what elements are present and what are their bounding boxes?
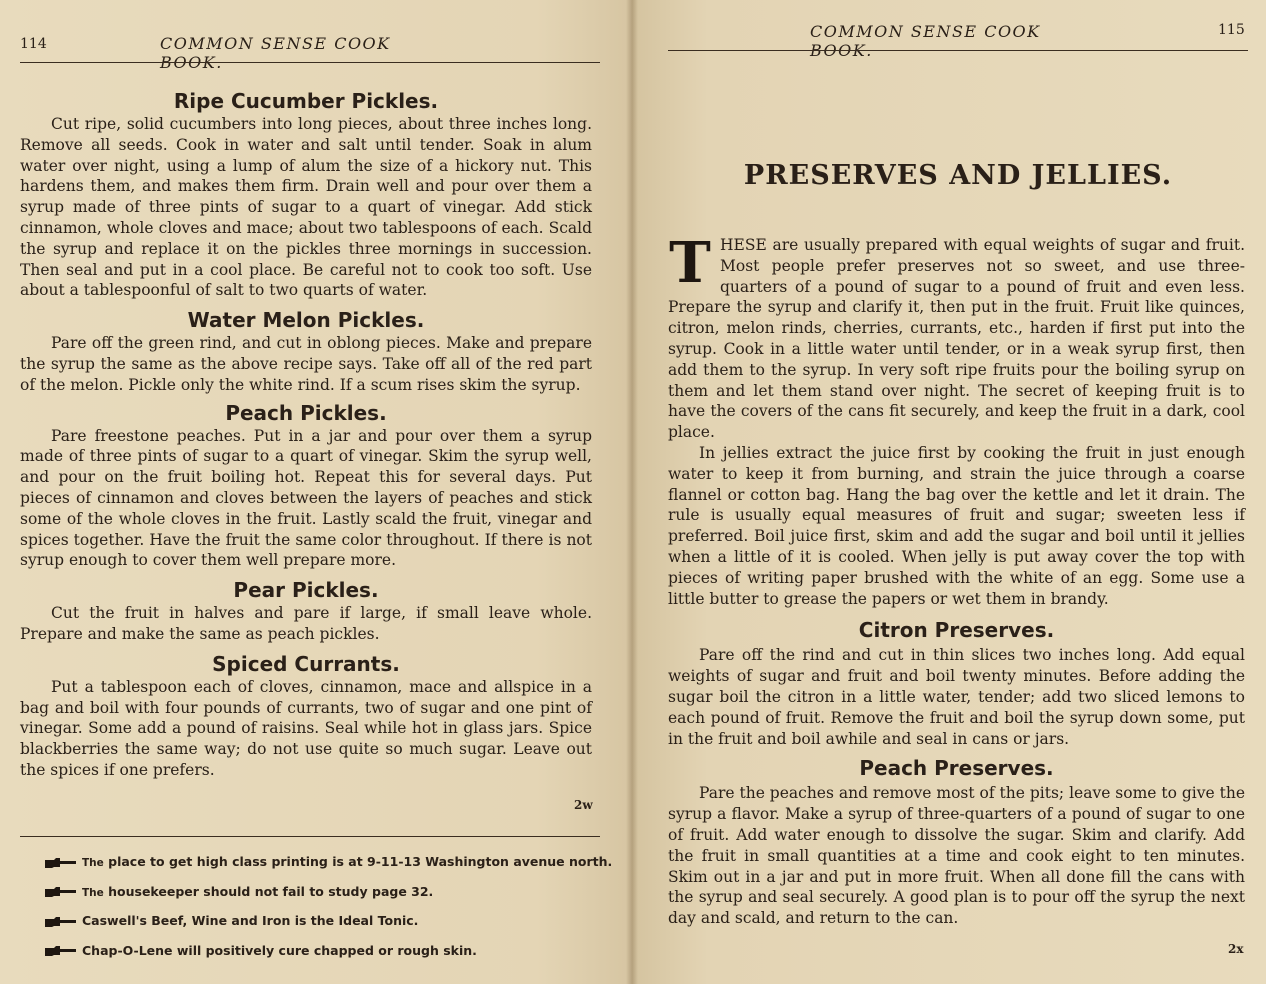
recipe-title: Water Melon Pickles. — [187, 308, 425, 333]
ad-text: place to get high class printing is at 9-11-13 Washington avenue north. — [108, 854, 613, 869]
recipe-title: Ripe Cucumber Pickles. — [173, 89, 439, 113]
running-head: COMMON SENSE COOK BOOK. — [810, 22, 1041, 60]
intro-first-word: HESE — [720, 236, 767, 254]
ad-lead: The — [82, 886, 104, 899]
advertisement-line — [44, 847, 612, 877]
pointing-hand-icon — [44, 857, 78, 869]
recipe-text: Pare off the green rind, and cut in oblong pieces. Make and prepare the syrup the same as the above recipe says. Take off all of the red part of the melon. Pickle only the white rind. If a scum rises skim the syrup. — [20, 334, 592, 394]
right-text-column — [668, 230, 1245, 929]
signature-mark: 2w — [574, 798, 593, 812]
recipe-text: Cut the fruit in halves and pare if large, if small leave whole. Prepare and make the same as peach pickles. — [20, 604, 592, 643]
ad-text: housekeeper should not fail to study page 32. — [108, 883, 434, 899]
book-gutter — [626, 0, 638, 984]
recipe-text: Put a tablespoon each of cloves, cinnamon, mace and allspice in a bag and boil with four pounds of currants, two of sugar and one pint of vinegar. Some add a pound of raisins. Seal while hot in glass jars. Spice blackberries the same way; do not use quite so much sugar. Leave out the spices if one prefers. — [20, 677, 592, 779]
advertisement-line — [44, 936, 612, 966]
page-number: 114 — [20, 36, 47, 52]
advertisement-line — [44, 906, 612, 936]
footer-rule — [20, 836, 600, 837]
drop-cap: T — [669, 230, 711, 296]
intro-paragraph — [668, 230, 1245, 443]
left-page — [0, 0, 632, 984]
pointing-hand-icon — [44, 886, 78, 898]
recipe-text: Pare freestone peaches. Put in a jar and pour over them a syrup made of three pints of sugar to a quart of vinegar. Skim the syrup well, and pour on the fruit boiling hot. Repeat this for several days. Put pieces of cinnamon and cloves between the layers of peaches and stick some of the whole cloves in the fruit. Lastly scald the fruit, vinegar and spices together. Have the fruit the same color throughout. If there is not syrup enough to cover them well prepare more. — [20, 426, 592, 570]
recipe-text: Pare off the rind and cut in thin slices two inches long. Add equal weights of sugar and fruit and boil twenty minutes. Before adding the sugar boil the citron in a little water, tender; add two sliced lemons to each pound of fruit. Remove the fruit and boil the syrup down some, put in the fruit and boil awhile and seal in cans or jars. — [668, 646, 1245, 748]
right-page — [632, 0, 1266, 984]
advertisement-list — [44, 847, 612, 965]
recipe-text: Cut ripe, solid cucumbers into long pieces, about three inches long. Remove all seeds. Cook in water and salt until tender. Soak in alum water over night, using a lump of alum the size of a hickory nut. This hardens them, and makes them firm. Drain well and pour over them a syrup made of three pints of sugar to a quart of vinegar. Add stick cinnamon, whole cloves and mace; about two tablespoons of each. Scald the syrup and replace it on the pickles three mornings in succession. Then seal and put in a cool place. Be careful not to cook too soft. Use about a tablespoonful of salt to two quarts of water. — [20, 115, 592, 300]
page-number: 115 — [1218, 22, 1245, 38]
header-rule — [20, 62, 600, 63]
recipe-text: Pare the peaches and remove most of the pits; leave some to give the syrup a flavor. Make a syrup of three-quarters of a pound of sugar to one of fruit. Add water enough to dissolve the sugar. Skim and clarify. Add the fruit in small quantities at a time and cook eight to ten minutes. Skim out in a jar and put in more fruit. When all done fill the cans with the syrup and seal securely. A good plan is to pour off the syrup the next day and scald, and return to the can. — [668, 784, 1245, 928]
pointing-hand-icon — [44, 945, 78, 957]
chapter-title: PRESERVES AND JELLIES. — [743, 160, 1173, 191]
intro-text: are usually prepared with equal weights of sugar and fruit. Most people prefer preserves not so sweet, and use three-quarters of a pound of sugar to a pound of fruit and even less. Prepare the syrup and clarify it, then put in the fruit. Fruit like quinces, citron, melon rinds, cherries, currants, etc., harden if first put into the syrup. Cook in a little water until tender, or in a weak syrup first, then add them to the syrup. In very soft ripe fruits pour the boiling syrup on them and let them stand over night. The secret of keeping fruit is to have the covers of the cans fit securely, and keep the fruit in a dark, cool place. — [668, 236, 1245, 442]
recipe-title: Pear Pickles. — [233, 578, 379, 603]
left-text-column — [20, 88, 592, 781]
recipe-title: Peach Preserves. — [859, 756, 1054, 781]
recipe-title: Peach Pickles. — [225, 400, 387, 425]
running-head: COMMON SENSE COOK BOOK. — [160, 34, 391, 72]
ad-lead: The — [82, 857, 104, 869]
recipe-title: Spiced Currants. — [212, 651, 400, 676]
header-rule — [668, 50, 1248, 51]
ad-text: Chap-O-Lene will positively cure chapped or rough skin. — [82, 942, 477, 958]
ad-text: Caswell's Beef, Wine and Iron is the Ideal Tonic. — [82, 913, 419, 928]
signature-mark: 2x — [1228, 942, 1244, 956]
recipe-title: Citron Preserves. — [858, 618, 1055, 643]
pointing-hand-icon — [44, 916, 78, 928]
advertisement-line — [44, 877, 612, 907]
jelly-paragraph: In jellies extract the juice first by cooking the fruit in just enough water to keep it from burning, and strain the juice through a coarse flannel or cotton bag. Hang the bag over the kettle and let it drain. The rule is usually equal measures of fruit and sugar; sweeten less if preferred. Boil juice first, skim and add the sugar and boil until it jellies when a little of it is cooled. When jelly is put away cover the top with pieces of writing paper brushed with the white of an egg. Some use a little butter to grease the papers or wet them in brandy. — [668, 443, 1245, 608]
